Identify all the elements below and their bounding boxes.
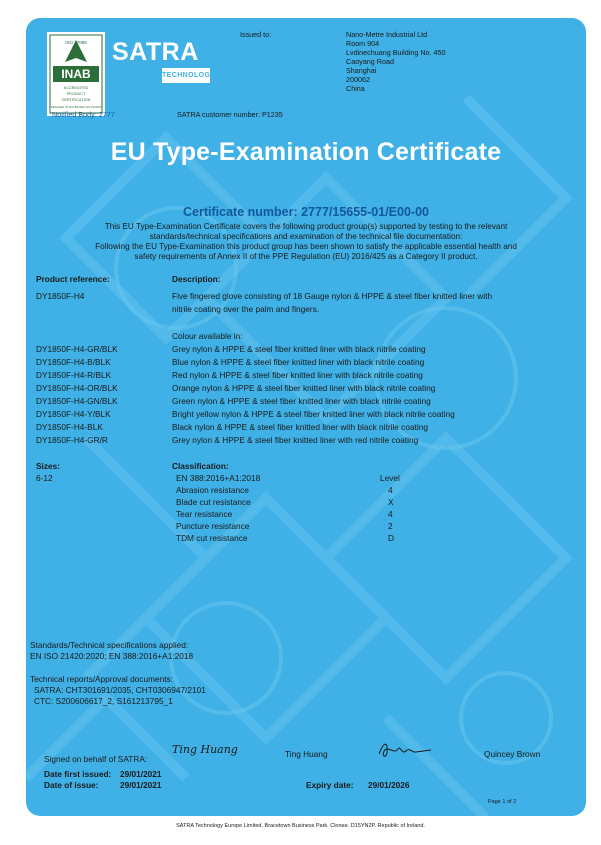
- class-item-name: Blade cut resistance: [176, 497, 251, 507]
- description-label: Description:: [172, 274, 221, 284]
- footer-address: SATRA Technology Europe Limited. Bracetown Business Park. Clonee. D15YN2P. Republic of Ireland.: [176, 823, 425, 829]
- satra-technology-bar: TECHNOLOGY: [162, 68, 210, 83]
- variant-desc: Red nylon & HPPE & steel fiber knitted liner with black nitrile coating: [172, 370, 423, 380]
- reports-label: Technical reports/Approval documents:: [30, 674, 173, 684]
- main-desc-line: nitrile coating over the palm and fingers.: [172, 304, 320, 314]
- address-line: 200062: [346, 75, 370, 84]
- classification-label: Classification:: [172, 461, 229, 471]
- class-item-level: 2: [388, 521, 393, 531]
- logo-mid-text: INAB: [61, 67, 91, 81]
- date-of-issue-value: 29/01/2021: [120, 780, 162, 790]
- logo-top-text: ISO 17065: [65, 40, 87, 45]
- intro-line: Following the EU Type-Examination this product group has been shown to satisfy the applicable essential health and: [95, 242, 517, 251]
- variant-ref: DY1850F-H4-R/BLK: [36, 370, 112, 380]
- certificate-panel: [26, 18, 586, 816]
- notified-body: Notified Body: 2777: [52, 110, 115, 119]
- class-item-level: D: [388, 533, 394, 543]
- variant-ref: DY1850F-H4-GR/BLK: [36, 344, 118, 354]
- variant-desc: Orange nylon & HPPE & steel fiber knitted liner with black nitrile coating: [172, 383, 436, 393]
- issued-to-label: Issued to:: [240, 30, 272, 39]
- variant-ref: DY1850F-H4-BLK: [36, 422, 103, 432]
- reports-ctc: CTC: S200606617_2, S161213795_1: [34, 696, 173, 706]
- address-line: Nano-Metre Industrial Ltd: [346, 30, 428, 39]
- variant-ref: DY1850F-H4-Y/BLK: [36, 409, 111, 419]
- variant-ref: DY1850F-H4-GN/BLK: [36, 396, 118, 406]
- main-desc-line: Five fingered glove consisting of 18 Gauge nylon & HPPE & steel fiber knitted liner with: [172, 291, 493, 301]
- address-line: Lvdinechuang Building No. 450: [346, 48, 446, 57]
- intro-line: standards/technical specifications and examination of the technical file documentation:: [149, 232, 463, 241]
- main-product-ref: DY1850F-H4: [36, 291, 85, 301]
- product-ref-label: Product reference:: [36, 274, 110, 284]
- address-line: China: [346, 84, 365, 93]
- variant-desc: Blue nylon & HPPE & steel fiber knitted liner with black nitrile coating: [172, 357, 425, 367]
- intro-line: This EU Type-Examination Certificate covers the following product group(s) supported by testing to the relevant: [104, 222, 508, 231]
- variant-ref: DY1850F-H4-OR/BLK: [36, 383, 118, 393]
- variant-ref: DY1850F-H4-GR/R: [36, 435, 108, 445]
- class-item-level: 4: [388, 485, 393, 495]
- class-item-name: Puncture resistance: [176, 521, 250, 531]
- reports-satra: SATRA: CHT301691/2035, CHT0306947/2101: [34, 685, 206, 695]
- certificate-number: Certificate number: 2777/15655-01/E00-00: [183, 205, 429, 219]
- logo-line3: CERTIFICATION: [61, 98, 91, 102]
- variant-desc: Grey nylon & HPPE & steel fiber knitted liner with red nitrile coating: [172, 435, 419, 445]
- classification-standard: EN 388:2016+A1:2018: [176, 473, 261, 483]
- logo-line4: DETAILED IN SCOPE REG NO.PC0001: [50, 105, 102, 109]
- variant-desc: Bright yellow nylon & HPPE & steel fiber knitted liner with black nitrile coating: [172, 409, 455, 419]
- inab-logo-icon: [47, 32, 105, 116]
- variant-desc: Black nylon & HPPE & steel fiber knitted liner with black nitrile coating: [172, 422, 428, 432]
- address-line: Caoyang Road: [346, 57, 394, 66]
- expiry-date-label: Expiry date:: [306, 780, 354, 790]
- issued-to-address: [346, 30, 446, 93]
- sizes-label: Sizes:: [36, 461, 60, 471]
- page-number: Page 1 of 2: [488, 799, 517, 805]
- customer-number: SATRA customer number: P1235: [177, 110, 283, 119]
- signed-on-behalf-label: Signed on behalf of SATRA:: [44, 754, 148, 764]
- inab-logo: [47, 32, 105, 116]
- logo-line2: PRODUCT: [66, 92, 86, 96]
- first-issued-value: 29/01/2021: [120, 769, 162, 779]
- sizes-value: 6-12: [36, 473, 53, 483]
- intro-line: safety requirements of Annex II of the PPE Regulation (EU) 2016/425 as a Category II product.: [134, 252, 478, 261]
- variant-desc: Green nylon & HPPE & steel fiber knitted liner with black nitrile coating: [172, 396, 431, 406]
- signer-ting-huang: Ting Huang: [285, 749, 328, 759]
- standards-value: EN ISO 21420:2020; EN 388:2016+A1:2018: [30, 651, 194, 661]
- standards-label: Standards/Technical specifications applied:: [30, 640, 189, 650]
- class-item-name: Abrasion resistance: [176, 485, 249, 495]
- logo-line1: ACCREDITED: [63, 86, 89, 90]
- expiry-date-value: 29/01/2026: [368, 780, 410, 790]
- signature-ting-huang: Ting Huang: [172, 743, 238, 756]
- address-line: Shanghai: [346, 66, 377, 75]
- satra-brand: SATRA: [112, 38, 199, 66]
- first-issued-label: Date first issued:: [44, 769, 112, 779]
- class-item-level: X: [388, 497, 394, 507]
- date-of-issue-label: Date of issue:: [44, 780, 99, 790]
- variant-desc: Grey nylon & HPPE & steel fiber knitted liner with black nitrile coating: [172, 344, 426, 354]
- level-label: Level: [380, 473, 400, 483]
- address-line: Room 904: [346, 39, 380, 48]
- signature-quincey-brown-icon: [376, 739, 434, 761]
- colour-label: Colour available in:: [172, 331, 243, 341]
- variant-ref: DY1850F-H4-B/BLK: [36, 357, 111, 367]
- class-item-name: TDM cut resistance: [176, 533, 248, 543]
- signer-quincey-brown: Quincey Brown: [484, 749, 541, 759]
- class-item-name: Tear resistance: [176, 509, 233, 519]
- class-item-level: 4: [388, 509, 393, 519]
- page-title: EU Type-Examination Certificate: [110, 138, 502, 166]
